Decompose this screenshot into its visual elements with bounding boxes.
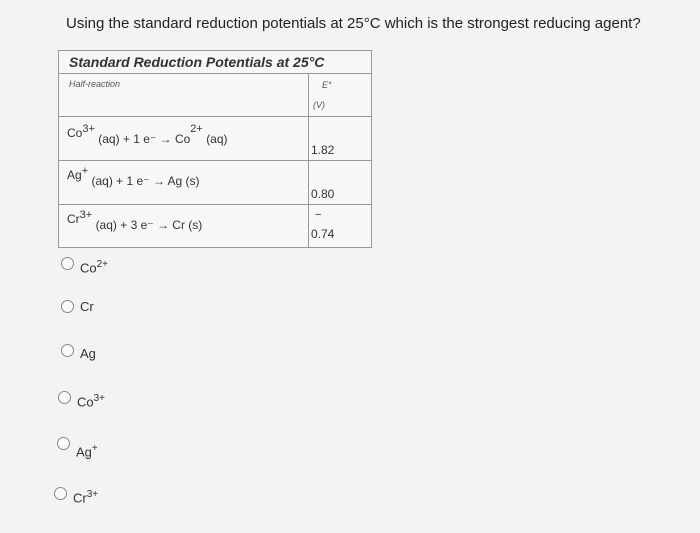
table-row [59,205,371,248]
radio-button[interactable] [58,391,71,404]
reduction-potentials-table [58,50,372,248]
table-row [59,117,371,161]
radio-button[interactable] [61,344,74,357]
answer-option-cr[interactable]: Cr [61,299,94,314]
question-text: Using the standard reduction potentials at 25°C which is the strongest reducing agent? [66,15,641,32]
answer-option-co2plus[interactable]: $Co^{2+}$ [61,255,108,271]
radio-button[interactable] [54,487,67,500]
negative-sign: − [315,209,322,221]
half-reaction: $Cr^{3+}$ (aq) + 3 e⁻ → Cr (s) [67,209,203,232]
radio-button[interactable] [61,300,74,313]
answer-option-co3plus[interactable]: $Co^{3+}$ [58,389,105,405]
potential-header: E° [322,80,332,90]
potential-unit: (V) [313,100,325,110]
potential-value: 1.82 [311,143,335,157]
half-reaction: $Co^{3+}$ (aq) + 1 $e^- \to Co^{2+}$ (aq) [67,123,228,146]
answer-option-ag[interactable]: Ag [61,343,96,358]
table-header-row [59,74,371,117]
potential-value: 0.80 [311,187,335,201]
table-row [59,161,371,205]
half-reaction-header: Half-reaction [69,79,121,89]
table-title: Standard Reduction Potentials at 25°C [59,51,371,74]
potential-value: 0.74 [311,227,335,241]
answer-option-agplus[interactable]: Ag+ [57,435,98,451]
radio-button[interactable] [57,437,70,450]
half-reaction: Ag+ (aq) + 1 e⁻ → Ag (s) [67,165,200,188]
radio-button[interactable] [61,257,74,270]
answer-option-cr3plus[interactable]: $Cr^{3+}$ [54,485,98,501]
